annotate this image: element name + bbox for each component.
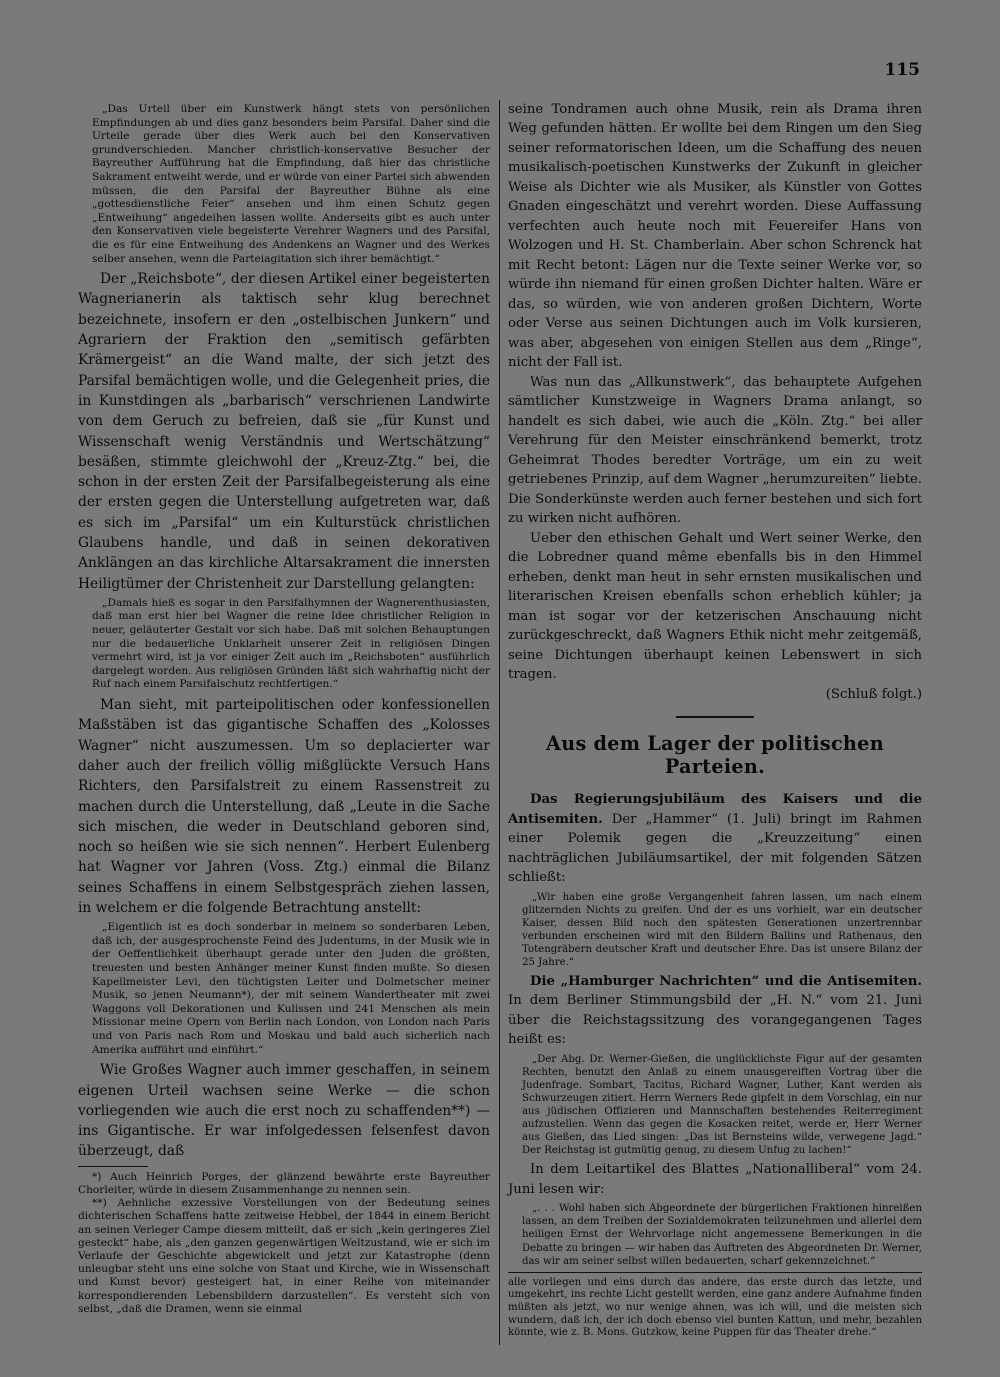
quotation: „Wir haben eine große Vergangenheit fahren lassen, um nach einem glitzernden Nichts zu greifen. Und der es uns vorhielt, war ein deutscher Kaiser, dessen Bild noch den spätesten Generationen unzertrennbar verbunden erscheinen wird mit den Bildern Ballins und Rathenaus, den Totengräbern deutscher Kraft und deutscher Ehre. Das ist unsere Bilanz der 25 Jahre.“ — [522, 891, 922, 968]
article-paragraph: Der „Reichsbote“, der diesen Artikel einer begeisterten Wagnerianerin als taktisch sehr klug berechnet bezeichnete, insofern er den „ostelbischen Junkern“ und Agrariern der Fraktion den „semitisch gefärbten Krämergeist“ an die Wand malte, der sich jetzt des Parsifal bemächtigen wolle, und die Gelegenheit pries, die in Kunstdingen als „barbarisch“ verschrienen Landwirte von dem Geruch zu befreien, daß sie „für Kunst und Wissenschaft wenig Verständnis und Wertschätzung“ besäßen, stimmte gleichwohl der „Kreuz-Ztg.“ bei, die schon in der ersten Zeit der Parsifalbegeisterung als eine der ersten gegen die Unterstellung aufgetreten war, daß es sich im „Parsifal“ um ein Kulturstück christlichen Glaubens handle, und daß in seinen dekorativen Anklängen an das kirchliche Altarsakrament die innersten Heiligtümer der Christenheit zur Darstellung gelangten: — [78, 271, 490, 592]
article-paragraph: seine Tondramen auch ohne Musik, rein als Drama ihren Weg gefunden hätten. Er wollte bei dem Ringen um den Sieg seiner reformatorischen Ideen, um die Schaffung des neuen musikalisch-poetischen Kunstwerks der Zukunft in gleicher Weise als Dichter wie als Musiker, als Künstler von Gottes Gnaden eingeschätzt und verehrt worden. Diese Auffassung verfechten auch heute noch mit Feuereifer Hans von Wolzogen und H. St. Chamberlain. Aber schon Schrenck hat mit Recht betont: Lägen nur die Texte seiner Werke vor, so würde ihn niemand für einen großen Dichter halten. Wäre er das, so würden, wie von anderen großen Dichtern, Worte oder Verse aus seinen Dichtungen auch im Volk kursieren, was aber, abgesehen von einigen Stellen aus dem „Ringe“, nicht der Fall ist. — [508, 102, 922, 371]
footnote-continuation: alle vorliegen und eins durch das andere, das erste durch das letzte, und umgekehrt, ins rechte Licht gestellt werden, eine ganz andere Aufnahme finden müßten als jetzt, wo nur wenige ahnen, was ich will, und die meisten sich wundern, daß ich, der ich doch ebenso viel bunten Kattun, und mehr, bezahlen könnte, wie z. B. Mons. Gutzkow, keine Puppen für das Theater drehe.“ — [508, 1276, 922, 1339]
page-number: 115 — [884, 60, 920, 80]
right-column — [508, 100, 922, 1340]
section-heading: Aus dem Lager der politischen Parteien. — [546, 732, 884, 779]
article-paragraph: Man sieht, mit parteipolitischen oder konfessionellen Maßstäben ist das gigantische Schaffen des „Kolosses Wagner“ nicht auszumessen. Um so deplacierter war daher auch der freilich völlig mißglückte Versuch Hans Richters, den Parsifalstreit zu einem Rassenstreit zu machen durch die Unterstellung, daß „Leute in die Sache sich mischen, die weder in Deutschland geboren sind, noch so heißen wie sie sich nennen“. Herbert Eulenberg hat Wagner vor Jahren (Voss. Ztg.) einmal die Bilanz seines Schaffens in einem Selbstgespräch ziehen lassen, in welchem er die folgende Betrachtung anstellt: — [78, 697, 490, 916]
quotation: „Eigentlich ist es doch sonderbar in meinem so sonderbaren Leben, daß ich, der ausgesprochenste Feind des Judentums, in der Musik wie in der Oeffentlichkeit überhaupt gerade unter den Juden die größten, treuesten und besten Anhänger meiner Kunst finden mußte. So diesen Kapellmeister Levi, den tüchtigsten Leiter und Dolmetscher meiner Musik, so jenen Neumann*), der mit seinem Wandertheater mit zwei Waggons voll Dekorationen und Kulissen und 241 Menschen als mein Missionar meine Opern von Berlin nach London, von London nach Paris und von Paris nach Rom und Moskau und bald auch sicherlich nach Amerika aufführt und einführt.“ — [92, 921, 490, 1056]
article-text: Der „Hammer“ (1. Juli) bringt im Rahmen einer Polemik gegen die „Kreuzzeitung“ einen nachträglichen Jubiläumsartikel, der mit folgenden Sätzen schließt: — [508, 811, 922, 886]
article-paragraph — [508, 790, 922, 887]
footnote: *) Auch Heinrich Porges, der glänzend bewährte erste Bayreuther Chorleiter, würde in diesem Zusammenhange zu nennen sein. — [78, 1170, 490, 1196]
article-lead: Die „Hamburger Nachrichten“ und die Antisemiten. — [530, 973, 922, 989]
article-paragraph — [508, 972, 922, 1050]
footnote-rule — [508, 1272, 922, 1273]
article-paragraph: In dem Leitartikel des Blattes „Nationalliberal“ vom 24. Juni lesen wir: — [508, 1162, 922, 1197]
section-divider — [676, 716, 754, 718]
quotation: „Damals hieß es sogar in den Parsifalhymnen der Wagnerenthusiasten, daß man erst hier bei Wagner die reine Idee christlicher Religion in neuer, geläuterter Gestalt vor sich habe. Daß mit solchen Behauptungen nur die bedauerliche Unklarheit unserer Zeit in religiösen Dingen vermehrt wird, ist ja vor einiger Zeit auch im „Reichsboten“ ausführlich dargelegt worden. Aus religiösen Gründen läßt sich wahrhaftig nicht der Ruf nach einem Parsifalschutz rechtfertigen.“ — [92, 596, 490, 691]
quotation: „Der Abg. Dr. Werner-Gießen, die unglücklichste Figur auf der gesamten Rechten, benutzt den Anlaß zu einem unausgereiften Vortrag über die Judenfrage. Sombart, Tacitus, Richard Wagner, Luther, Kant werden als Schwurzeugen zitiert. Herrn Werners Rede gipfelt in dem Vorschlag, ein nur aus jüdischen Offizieren und Mannschaften bestehendes Reiterregiment aufzustellen. Wenn das gegen die Kosacken reitet, werde er, Herr Werner aus Gießen, das Lied singen: „Das ist Bernsteins wilde, verwegene Jagd.“ Der Reichstag ist gutmütig genug, zu diesem Unfug zu lachen!“ — [522, 1053, 922, 1157]
article-text: In dem Berliner Stimmungsbild der „H. N.“ vom 21. Juni über die Reichstagssitzung des vorangegangenen Tages heißt es: — [508, 993, 922, 1048]
article-paragraph: Ueber den ethischen Gehalt und Wert seiner Werke, den die Lobredner quand même ebenfalls bis in den Himmel erheben, denkt man heut in sehr ernsten musikalischen und literarischen Kreisen ebenfalls schon erheblich kühler; ja man ist sogar vor der ketzerischen Anschauung nicht zurückgeschreckt, daß Wagners Ethik nicht mehr zeitgemäß, seine Dichtungen überhaupt keinen Lebenswert in sich tragen. — [508, 530, 922, 683]
column-divider — [499, 100, 500, 1345]
article-lead: Das Regierungsjubiläum des Kaisers und die Antisemiten. — [508, 792, 922, 827]
article-paragraph: Wie Großes Wagner auch immer geschaffen, in seinem eigenen Urteil wachsen seine Werke — die schon vorliegenden wie auch die erst noch zu schaffenden**) — ins Gigantische. Er war infolgedessen felsenfest davon überzeugt, daß — [78, 1062, 490, 1160]
footnote-rule — [78, 1166, 148, 1167]
quotation: „Das Urteil über ein Kunstwerk hängt stets von persönlichen Empfindungen ab und dies ganz besonders beim Parsifal. Daher sind die Urteile gerade über dies Werk auch bei den Konservativen grundverschieden. Mancher christlich-konservative Besucher der Bayreuther Aufführung hat die Empfindung, daß hier das christliche Sakrament entweiht werde, und er würde von einer Partei sich abwenden müssen, die den Parsifal der Bayreuther Bühne als eine „gottesdienstliche Feier“ ansehen und ihm einen Schutz gegen „Entweihung“ angedeihen lassen wollte. Anderseits gibt es auch unter den Konservativen viele begeisterte Verehrer Wagners und des Parsifal, die es für eine Entweihung des Andenkens an Wagner und des Werkes selber ansehen, wenn die Parteiagitation sich ihrer bemächtigt.“ — [92, 103, 490, 265]
footnote: **) Aehnliche exzessive Vorstellungen von der Bedeutung seines dichterischen Schaffens hatte zeitweise Hebbel, der 1844 in einem Bericht an seinen Verleger Campe diesem mitteilt, daß er sich „kein geringeres Ziel gesteckt“ habe, als „den ganzen gegenwärtigen Weltzustand, wie er sich im Verlaufe der Geschichte abgewickelt und jetzt zur Katastrophe (denn unleugbar steht uns eine solche von Staat und Kirche, wie in Wissenschaft und Kunst bevor) gesteigert hat, in einer Reihe von miteinander korrespondierenden Lebensbildern darzustellen“. Es versteht sich von selbst, „daß die Dramen, wenn sie einmal — [78, 1197, 490, 1315]
quotation: „. . . Wohl haben sich Abgeordnete der bürgerlichen Fraktionen hinreißen lassen, an dem Treiben der Sozialdemokraten teilzunehmen und allerlei dem heiligen Ernst der Wehrvorlage nicht angemessene Bemerkungen in die Debatte zu bringen — wir haben das Auftreten des Abgeordneten Dr. Werner, das wir am seiner selbst willen bedauerten, scharf gekennzeichnet.“ — [522, 1203, 922, 1267]
continuation-note: (Schluß folgt.) — [825, 686, 922, 702]
left-column — [78, 100, 490, 1316]
article-paragraph: Was nun das „Allkunstwerk“, das behauptete Aufgehen sämtlicher Kunstzweige in Wagners Drama anlangt, so handelt es sich dabei, wie auch die „Köln. Ztg.“ bei aller Verehrung für den Meister einschränkend bemerkt, trotz Geheimrat Thodes beredter Vorträge, um ein zu weit getriebenes Prinzip, auf dem Wagner „herumzureiten“ liebte. Die Sonderkünste werden auch ferner bestehen und sich fort zu wirken nicht aufhören. — [508, 374, 922, 527]
